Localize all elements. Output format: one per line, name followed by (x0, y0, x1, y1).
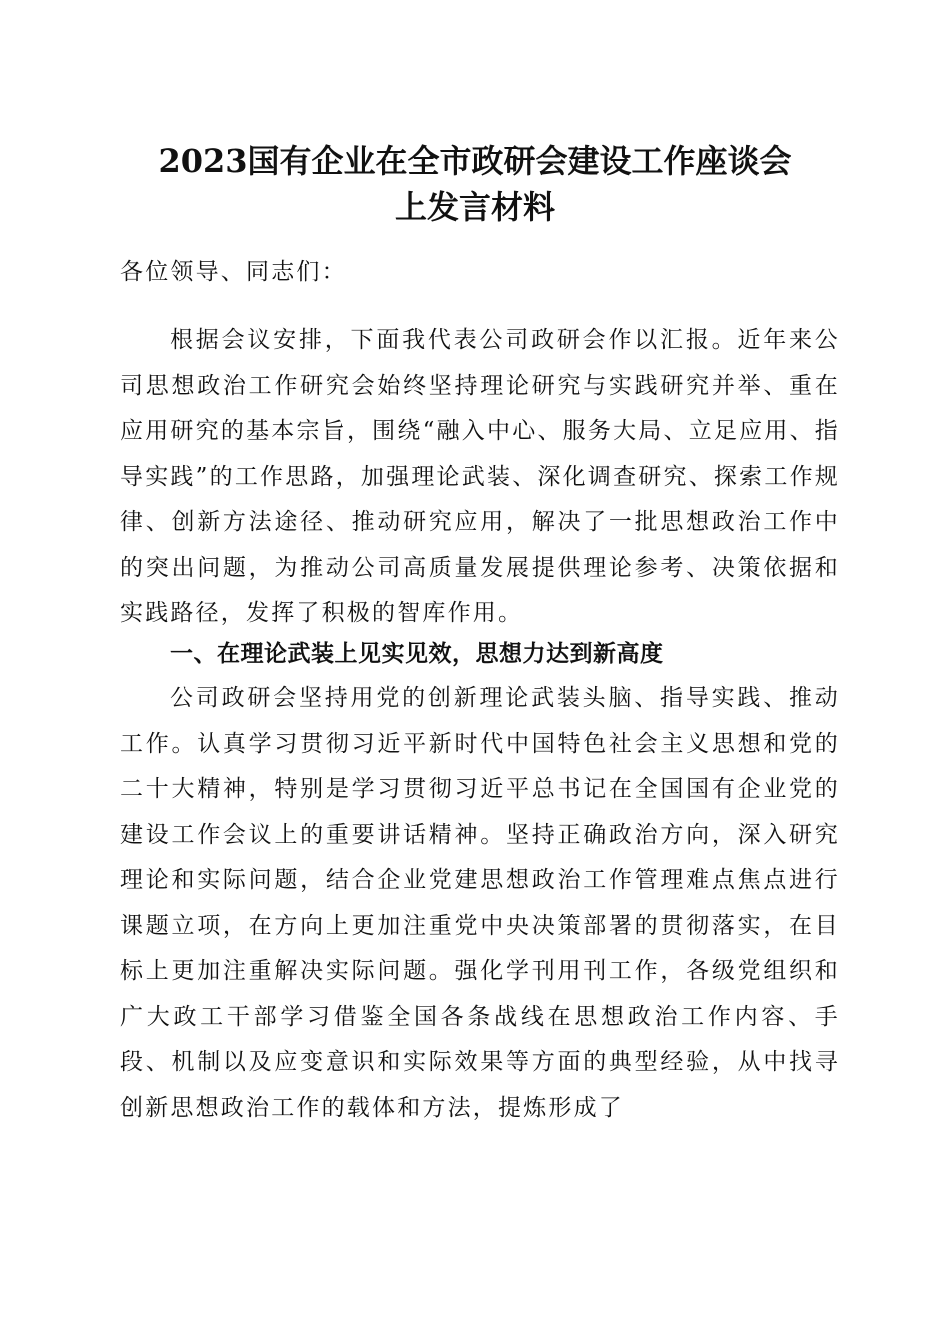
document-title-line-1: 2023国有企业在全市政研会建设工作座谈会 (158, 142, 792, 180)
paragraph-intro: 根据会议安排，下面我代表公司政研会作以汇报。近年来公司思想政治工作研究会始终坚持理论研究与实践研究并举、重在应用研究的基本宗旨，围绕“融入中心、服务大局、立足应用、指导实践”的工作思路，加强理论武装、深化调查研究、探索工作规律、创新方法途径、推动研究应用，解决了一批思想政治工作中的突出问题，为推动公司高质量发展提供理论参考、决策依据和实践路径，发挥了积极的智库作用。 (120, 327, 840, 626)
section-heading-1: 一、在理论武装上见实见效，思想力达到新高度 (170, 641, 664, 667)
document-title-line-2: 上发言材料 (394, 188, 555, 226)
paragraph-section-1: 公司政研会坚持用党的创新理论武装头脑、指导实践、推动工作。认真学习贯彻习近平新时代中国特色社会主义思想和党的二十大精神，特别是学习贯彻习近平总书记在全国国有企业党的建设工作会议上的重要讲话精神。坚持正确政治方向，深入研究理论和实际问题，结合企业党建思想政治工作管理难点焦点进行课题立项，在方向上更加注重党中央决策部署的贯彻落实，在目标上更加注重解决实际问题。强化学刊用刊工作，各级党组织和广大政工干部学习借鉴全国各条战线在思想政治工作内容、手段、机制以及应变意识和实际效果等方面的典型经验，从中找寻创新思想政治工作的载体和方法，提炼形成了 (120, 685, 840, 1121)
salutation: 各位领导、同志们： (120, 259, 347, 285)
